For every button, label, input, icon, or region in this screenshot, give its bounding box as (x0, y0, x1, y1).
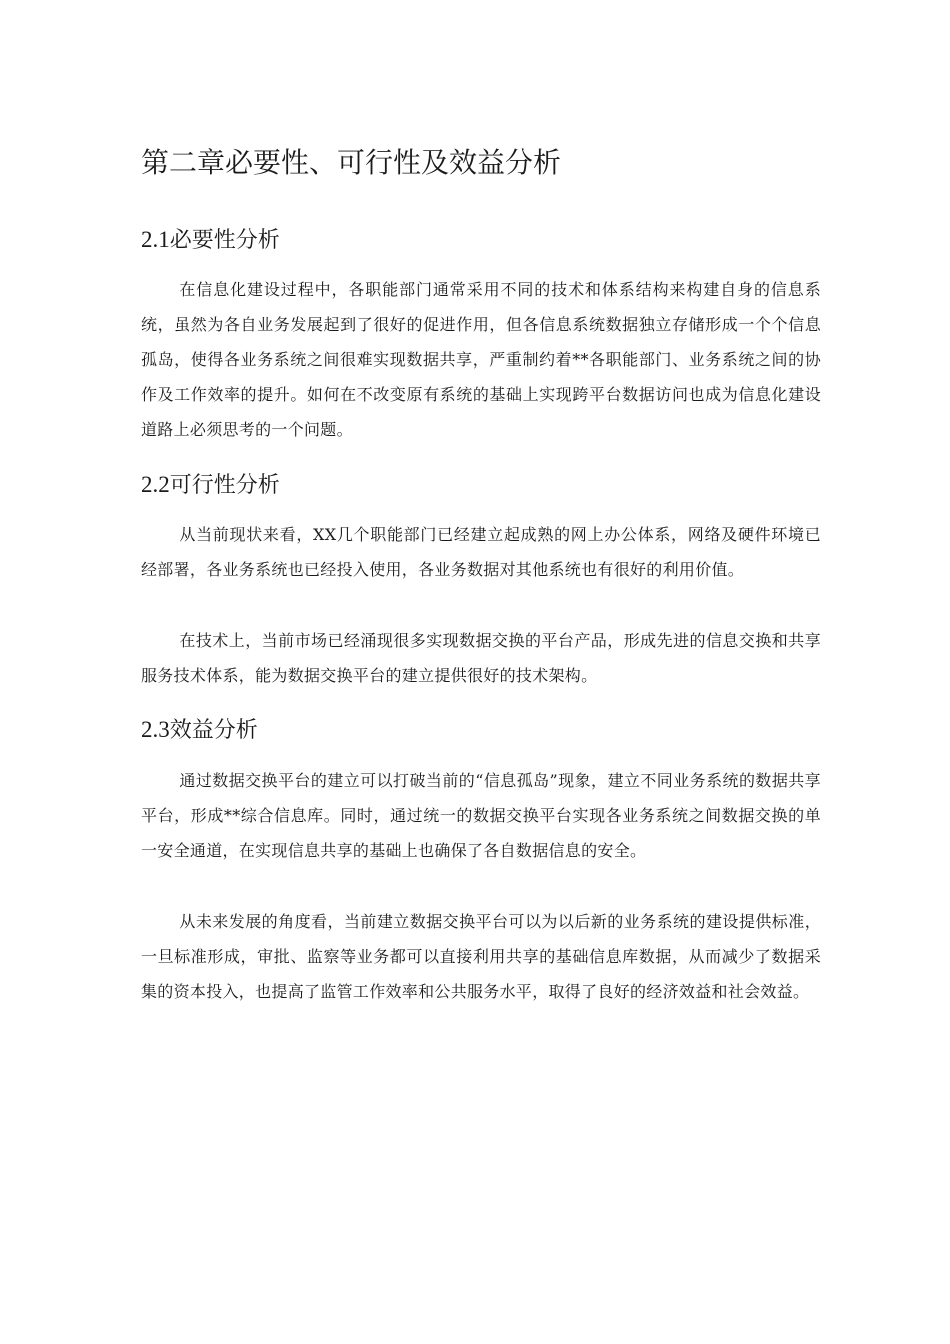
section-title: 必要性分析 (169, 228, 280, 253)
section-heading-2-1 (141, 224, 280, 257)
paragraph: 在信息化建设过程中，各职能部门通常采用不同的技术和体系结构来构建自身的信息系统，虽然为各自业务发展起到了很好的促进作用，但各信息系统数据独立存储形成一个个信息孤岛，使得各业务系统之间很难实现数据共享，严重制约着**各职能部门、业务系统之间的协作及工作效率的提升。如何在不改变原有系统的基础上实现跨平台数据访问也成为信息化建设道路上必须思考的一个问题。 (141, 280, 821, 439)
section-title: 可行性分析 (169, 473, 280, 498)
section-number: 2.1 (141, 227, 170, 252)
paragraph: 从未来发展的角度看，当前建立数据交换平台可以为以后新的业务系统的建设提供标准，一旦标准形成，审批、监察等业务都可以直接利用共享的基础信息库数据，从而减少了数据采集的资本投入，也提高了监管工作效率和公共服务水平，取得了良好的经济效益和社会效益。 (141, 912, 821, 1001)
paragraph: 通过数据交换平台的建立可以打破当前的“信息孤岛”现象，建立不同业务系统的数据共享平台，形成**综合信息库。同时，通过统一的数据交换平台实现各业务系统之间数据交换的单一安全通道，在实现信息共享的基础上也确保了各自数据信息的安全。 (141, 771, 821, 860)
section-title: 效益分析 (169, 718, 258, 743)
chapter-title: 第二章必要性、可行性及效益分析 (141, 146, 562, 179)
section-number: 2.3 (141, 717, 170, 742)
section-number: 2.2 (141, 472, 170, 497)
section-heading-2-2 (141, 469, 280, 502)
paragraph: 从当前现状来看，XX几个职能部门已经建立起成熟的网上办公体系，网络及硬件环境已经部署，各业务系统也已经投入使用，各业务数据对其他系统也有很好的利用价值。 (141, 525, 821, 579)
paragraph: 在技术上，当前市场已经涌现很多实现数据交换的平台产品，形成先进的信息交换和共享服务技术体系，能为数据交换平台的建立提供很好的技术架构。 (141, 631, 821, 685)
section-heading-2-3 (141, 714, 258, 747)
